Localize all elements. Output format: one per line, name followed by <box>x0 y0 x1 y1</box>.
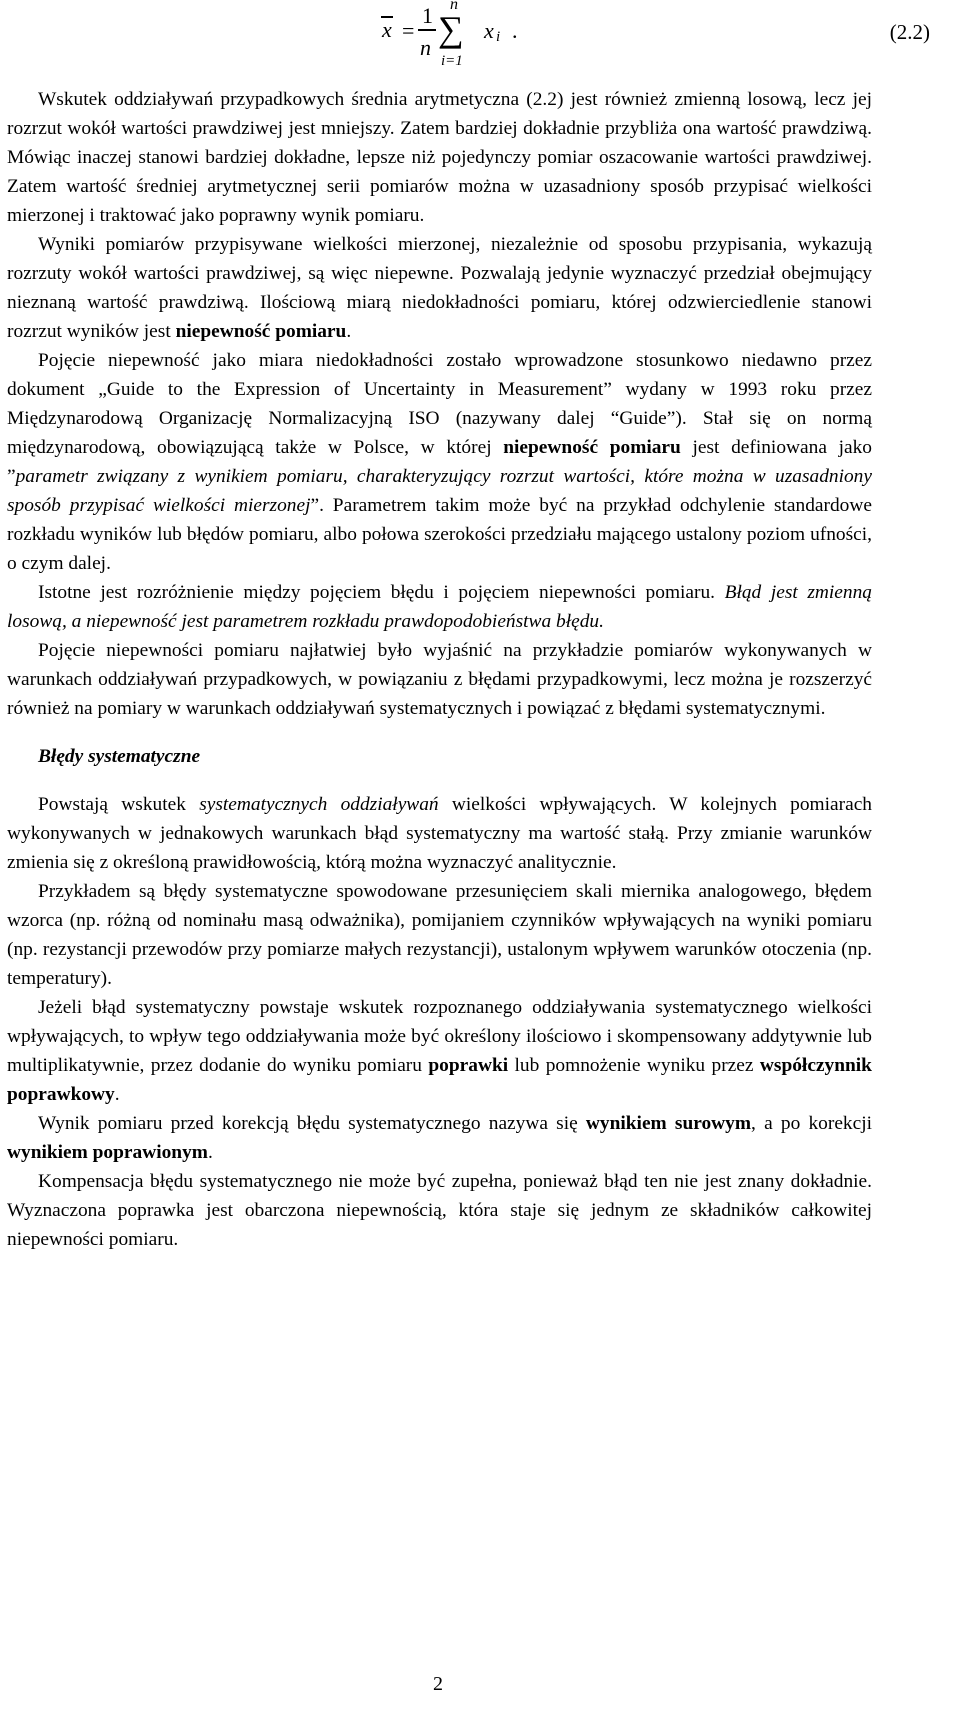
body-text <box>7 85 872 1254</box>
paragraph-7: Przykładem są błędy systematyczne spowodowane przesunięciem skali miernika analogowego, błędem wzorca (np. różną od nominału masą odważnika), pomijaniem czynników wpływających na wyniki pomiaru (np. rezystancji przewodów przy pomiarze małych rezystancji), ustalonym wpływem warunków otoczenia (np. temperatury). <box>7 881 872 989</box>
paragraph-5: Pojęcie niepewności pomiaru najłatwiej było wyjaśnić na przykładzie pomiarów wykonywanych w warunkach oddziaływań przypadkowych, w powiązaniu z błędami przypadkowymi, lecz można je rozszerzyć również na pomiary w warunkach oddziaływań systematycznych i powiązać z błędami systematycznymi. <box>7 640 872 719</box>
section-heading: Błędy systematyczne <box>38 746 201 767</box>
definition-quote: parametr związany z wynikiem pomiaru, charakteryzujący rozrzut wartości, które można w uzasadniony sposób przypisać wielkości mierzonej <box>7 466 872 516</box>
paragraph-6: Powstają wskutek systematycznych oddziaływań wielkości wpływających. W kolejnych pomiarach wykonywanych w jednakowych warunkach błąd systematyczny ma wartość stałą. Przy zmianie warunków zmienia się z określoną prawidłowością, którą można wyznaczyć analitycznie. <box>7 794 872 873</box>
term-wynik-surowy: wynikiem surowym <box>585 1113 752 1134</box>
eq-sum-upper: n <box>450 0 458 13</box>
eq-sum-lower: i=1 <box>441 53 463 69</box>
term-systematyczne-oddzialywania: systematycznych oddziaływań <box>199 794 439 815</box>
paragraph-8: Jeżeli błąd systematyczny powstaje wskutek rozpoznanego oddziaływania systematycznego wielkości wpływających, to wpływ tego oddziaływania może być określony ilościowo i skompensowany addytywnie lub multiplikatywnie, przez dodanie do wyniku pomiaru poprawki lub pomnożenie wyniku przez współczynnik poprawkowy. <box>7 997 872 1105</box>
eq-frac-denominator: n <box>420 35 431 60</box>
term-niepewnosc-pomiaru: niepewność pomiaru <box>175 321 347 342</box>
equation-2-2 <box>0 0 960 80</box>
paragraph-2: Wyniki pomiarów przypisywane wielkości mierzonej, niezależnie od sposobu przypisania, wykazują rozrzuty wokół wartości prawdziwej, są więc niepewne. Pozwalają jedynie wyznaczyć przedział obejmujący nieznaną wartość prawdziwą. Ilościową miarą niedokładności pomiaru, której odzwierciedlenie stanowi rozrzut wyników jest niepewność pomiaru. <box>7 234 872 342</box>
fraction-bar <box>418 29 436 31</box>
page-number: 2 <box>433 1673 443 1695</box>
emphasis-blad-vs-niepewnosc: Błąd jest zmienną losową, a niepewność jest parametrem rozkładu prawdopodobieństwa błędu. <box>7 582 872 632</box>
eq-sum-symbol: ∑ <box>438 9 464 49</box>
eq-lhs: x <box>382 17 392 42</box>
eq-period: . <box>512 18 518 43</box>
eq-term-subscript: i <box>496 29 501 45</box>
paragraph-3: Pojęcie niepewność jako miara niedokładności zostało wprowadzone stosunkowo niedawno przez dokument „Guide to the Expression of Uncertainty in Measurement” wydany w 1993 roku przez Międzynarodową Organizację Normalizacyjną ISO (nazywany dalej “Guide”). Stał się on normą międzynarodową, obowiązującą także w Polsce, w której niepewność pomiaru jest definiowana jako ”parametr związany z wynikiem pomiaru, charakteryzujący rozrzut wartości, które można w uzasadniony sposób przypisać wielkości mierzonej”. Parametrem takim może być na przykład odchylenie standardowe rozkładu wyników lub błędów pomiaru, albo połowa szerokości przedziału mającego ustalony poziom ufności, o czym dalej. <box>7 350 872 574</box>
paragraph-1: Wskutek oddziaływań przypadkowych średnia arytmetyczna (2.2) jest również zmienną losową, lecz jej rozrzut wokół wartości prawdziwej jest mniejszy. Zatem bardziej dokładnie przybliża ona wartość prawdziwą. Mówiąc inaczej stanowi bardziej dokładne, lepsze niż pojedynczy pomiar oszacowanie wartości prawdziwej. Zatem wartość średniej arytmetycznej serii pomiarów można w uzasadniony sposób przypisać wielkości mierzonej i traktować jako poprawny wynik pomiaru. <box>7 89 872 226</box>
eq-term: x <box>484 18 494 43</box>
equation-number: (2.2) <box>889 20 930 44</box>
term-wynik-poprawiony: wynikiem poprawionym <box>7 1142 208 1163</box>
paragraph-9: Wynik pomiaru przed korekcją błędu systematycznego nazywa się wynikiem surowym, a po korekcji wynikiem poprawionym. <box>7 1113 873 1163</box>
paragraph-4: Istotne jest rozróżnienie między pojęciem błędu i pojęciem niepewności pomiaru. Błąd jest zmienną losową, a niepewność jest parametrem rozkładu prawdopodobieństwa błędu. <box>7 582 872 632</box>
term-niepewnosc-pomiaru-2: niepewność pomiaru <box>503 437 681 458</box>
paragraph-10: Kompensacja błędu systematycznego nie może być zupełna, ponieważ błąd ten nie jest znany dokładnie. Wyznaczona poprawka jest obarczona niepewnością, która staje się jednym ze składników całkowitej niepewności pomiaru. <box>7 1171 872 1250</box>
eq-equals: = <box>402 18 415 43</box>
term-poprawka: poprawki <box>428 1055 509 1076</box>
eq-frac-numerator: 1 <box>422 3 433 28</box>
term-wspolczynnik-poprawkowy: współczynnik poprawkowy <box>7 1055 872 1105</box>
